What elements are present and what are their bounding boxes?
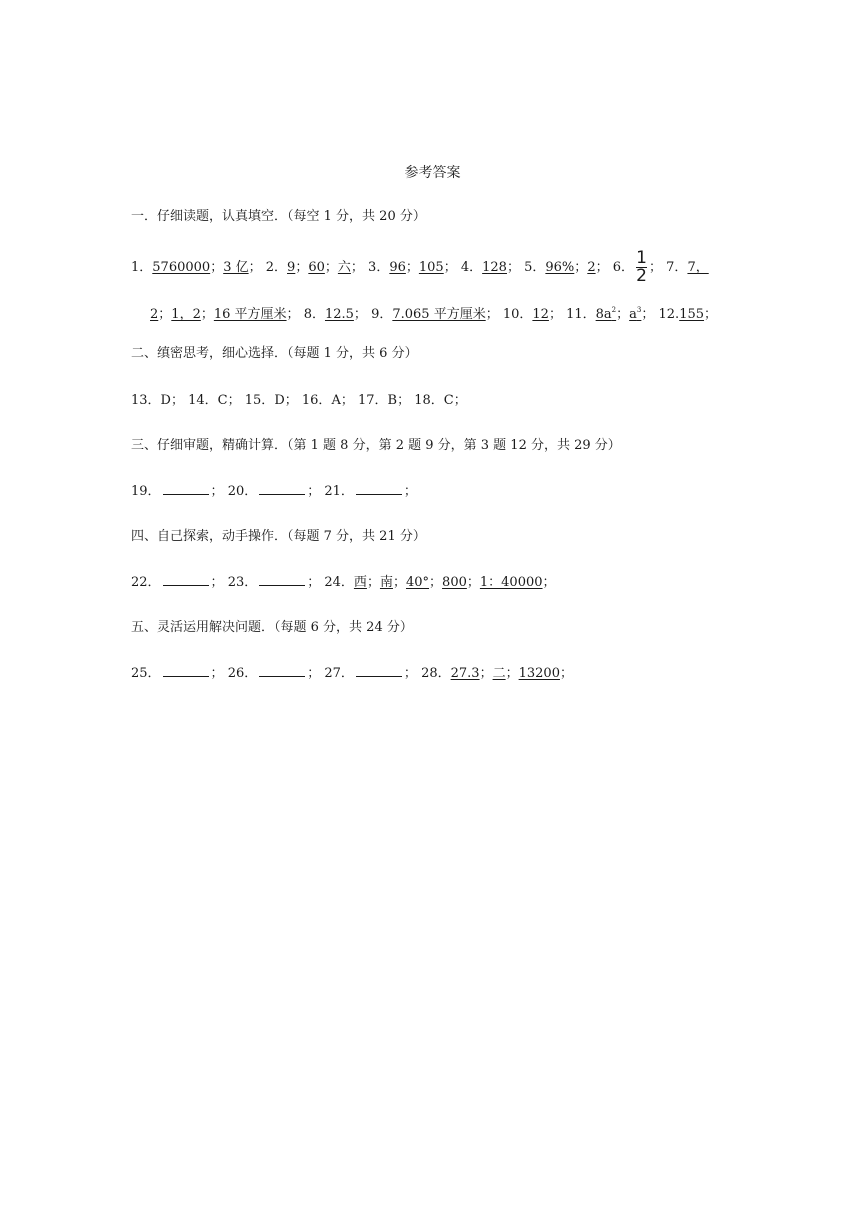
sep: ； xyxy=(158,307,172,322)
sep: ； xyxy=(227,393,245,408)
section-2-heading: 二、缜密思考，细心选择．（每题 1 分，共 6 分） xyxy=(131,346,418,361)
q10-answer-1: 12 xyxy=(532,307,549,322)
q15-number: 15． xyxy=(244,393,275,408)
sep: ； xyxy=(340,393,358,408)
q28-answer-3: 13200 xyxy=(518,666,560,681)
q8-answer-1: 12.5 xyxy=(324,307,354,322)
q20-number: 20． xyxy=(227,484,258,499)
sep: ； xyxy=(248,260,266,275)
q3-answer-2: 105 xyxy=(418,260,444,275)
q18-number: 18． xyxy=(414,393,444,408)
sep: ； xyxy=(649,260,667,275)
sep: ； xyxy=(286,307,304,322)
section-5-heading: 五、灵活运用解决问题．（每题 6 分，共 24 分） xyxy=(131,620,413,635)
sep: ； xyxy=(405,260,419,275)
q3-answer-1: 96 xyxy=(389,260,406,275)
fraction-denominator: 2 xyxy=(636,266,647,286)
q11-answer-2 xyxy=(629,307,641,322)
q16-number: 16． xyxy=(301,393,332,408)
q25-number: 25． xyxy=(131,666,161,681)
q27-number: 27． xyxy=(324,666,354,681)
sep: ； xyxy=(616,307,630,322)
sep: ； xyxy=(453,393,467,408)
q7-answer-2: 2 xyxy=(150,307,159,322)
q24-answer-2: 南 xyxy=(379,575,393,590)
q12-answer-1: 155 xyxy=(679,307,705,322)
sep: ； xyxy=(307,666,325,681)
q16-answer: A xyxy=(331,393,341,408)
sep: ； xyxy=(307,575,325,590)
q26-blank xyxy=(259,664,305,677)
sep: ； xyxy=(429,575,443,590)
sep: ； xyxy=(284,393,302,408)
q24-answer-4: 800 xyxy=(442,575,467,590)
q24-number: 24． xyxy=(324,575,354,590)
sep: ； xyxy=(170,393,189,408)
sep: ； xyxy=(324,260,338,275)
q27-blank xyxy=(356,664,402,677)
q8-number: 8． xyxy=(303,307,325,322)
sep: ； xyxy=(200,307,214,322)
q21-number: 21． xyxy=(324,484,354,499)
sep: ； xyxy=(403,484,417,499)
q13-number: 13． xyxy=(131,393,161,408)
q2-number: 2． xyxy=(265,260,288,275)
sep: ； xyxy=(704,307,718,322)
sep: ； xyxy=(403,666,422,681)
sep: ； xyxy=(542,575,556,590)
q4-answer-1: 128 xyxy=(482,260,507,275)
q28-answer-2: 二 xyxy=(492,666,506,681)
q28-answer-1: 27.3 xyxy=(450,666,480,681)
q2-answer-2: 60 xyxy=(308,260,325,275)
q3-number: 3． xyxy=(368,260,390,275)
q24-answer-3: 40° xyxy=(405,575,430,590)
q5-number: 5． xyxy=(524,260,546,275)
section-3-heading: 三、仔细审题，精确计算．（第 1 题 8 分，第 2 题 9 分，第 3 题 12 分，共 29 分） xyxy=(131,438,621,453)
section-4-heading: 四、自己探索，动手操作．（每题 7 分，共 21 分） xyxy=(131,529,426,544)
q10-number: 10． xyxy=(502,307,533,322)
choice-answers-line xyxy=(131,391,467,411)
answer-line-1 xyxy=(131,250,709,285)
q11-answer-1 xyxy=(596,307,617,322)
q23-blank xyxy=(259,573,305,586)
problem-answers-line xyxy=(131,664,573,684)
q2-answer-1: 9 xyxy=(287,260,296,275)
q11-exponent-1: 2 xyxy=(611,306,617,314)
q28-number: 28． xyxy=(421,666,451,681)
q15-answer: D xyxy=(274,393,285,408)
q11-exponent-2: 3 xyxy=(636,306,642,314)
q1-number: 1． xyxy=(131,260,153,275)
q17-number: 17． xyxy=(357,393,388,408)
q19-blank xyxy=(163,482,209,495)
q24-answer-1: 西 xyxy=(353,575,367,590)
q14-answer: C xyxy=(217,393,228,408)
section-1-heading: 一．仔细读题，认真填空．（每空 1 分，共 20 分） xyxy=(131,209,426,224)
q5-answer-2: 2 xyxy=(587,260,596,275)
q11-base-2: a xyxy=(629,307,637,322)
sep: ； xyxy=(559,666,573,681)
sep: ； xyxy=(574,260,588,275)
q9-number: 9． xyxy=(371,307,393,322)
q19-number: 19． xyxy=(131,484,161,499)
q7-answer-4: 16 平方厘米 xyxy=(213,307,287,322)
sep: ； xyxy=(210,260,224,275)
q11-base-1: 8a xyxy=(595,307,612,322)
q6-number: 6． xyxy=(612,260,635,275)
sep: ； xyxy=(307,484,325,499)
q7-answer-1: 7， xyxy=(687,260,709,275)
sep: ； xyxy=(641,307,659,322)
q5-answer-1: 96% xyxy=(545,260,575,275)
q6-fraction xyxy=(636,250,647,285)
sep: ； xyxy=(350,260,369,275)
sep: ； xyxy=(485,307,503,322)
q1-answer-2: 3 亿 xyxy=(223,260,249,275)
q18-answer: C xyxy=(443,393,454,408)
q7-answer-3: 1，2 xyxy=(171,307,201,322)
q9-answer-1: 7.065 平方厘米 xyxy=(392,307,486,322)
answer-line-2 xyxy=(150,300,717,325)
q26-number: 26． xyxy=(227,666,258,681)
operation-answers-line xyxy=(131,573,556,593)
sep: ； xyxy=(210,484,228,499)
q11-number: 11． xyxy=(566,307,596,322)
q20-blank xyxy=(259,482,305,495)
sep: ； xyxy=(366,575,380,590)
q23-number: 23． xyxy=(227,575,258,590)
sep: ； xyxy=(443,260,461,275)
sep: ； xyxy=(466,575,480,590)
sep: ； xyxy=(548,307,567,322)
q12-number: 12. xyxy=(658,307,680,322)
calc-answers-line xyxy=(131,482,417,502)
page-title: 参考答案 xyxy=(404,165,461,181)
q24-answer-5: 1：40000 xyxy=(479,575,543,590)
sep: ； xyxy=(595,260,613,275)
q22-number: 22． xyxy=(131,575,161,590)
q13-answer: D xyxy=(160,393,171,408)
sep: ； xyxy=(397,393,415,408)
sep: ； xyxy=(210,575,228,590)
q14-number: 14． xyxy=(188,393,218,408)
sep: ； xyxy=(506,260,525,275)
sep: ； xyxy=(210,666,228,681)
q4-number: 4． xyxy=(460,260,483,275)
q2-answer-3: 六 xyxy=(337,260,351,275)
q21-blank xyxy=(356,482,402,495)
sep: ； xyxy=(479,666,493,681)
q25-blank xyxy=(163,664,209,677)
q1-answer-1: 5760000 xyxy=(152,260,211,275)
fraction-numerator: 1 xyxy=(636,248,647,268)
sep: ； xyxy=(505,666,519,681)
q7-number: 7． xyxy=(666,260,688,275)
q22-blank xyxy=(163,573,209,586)
sep: ； xyxy=(392,575,406,590)
q17-answer: B xyxy=(387,393,398,408)
sep: ； xyxy=(295,260,309,275)
sep: ； xyxy=(353,307,372,322)
